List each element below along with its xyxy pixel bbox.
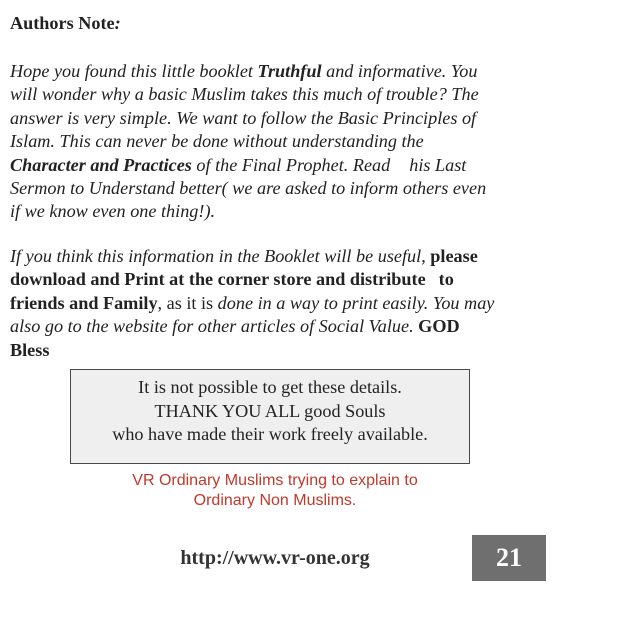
credit-line: VR Ordinary Muslims trying to explain to	[132, 472, 418, 489]
intro-text: and informative. You	[321, 61, 478, 81]
authors-note-heading	[10, 12, 630, 35]
intro-text: his Last	[409, 154, 467, 175]
page-number-badge: 21	[472, 535, 546, 581]
please-emphasis: please	[430, 246, 478, 266]
intro-text: of the Final Prophet. Read	[191, 154, 391, 175]
distribution-text: ,	[421, 246, 431, 266]
intro-line: Sermon to Understand better( we are asked to inform others even	[10, 178, 487, 199]
intro-paragraph	[10, 60, 630, 224]
heading-text: Authors Note	[10, 13, 115, 33]
distribution-paragraph	[10, 245, 630, 362]
friends-family-emphasis: friends and Family	[10, 292, 158, 313]
distribution-line	[10, 268, 630, 291]
print-instruction: download and Print at the corner store and distribute	[10, 269, 426, 290]
intro-line: Islam. This can never be done without understanding the	[10, 131, 424, 152]
intro-line: answer is very simple. We want to follow the Basic Principles of	[10, 107, 477, 128]
intro-line	[10, 154, 630, 177]
character-practices-emphasis: Character and Practices	[10, 154, 192, 175]
notice-line: who have made their work freely available.	[112, 424, 428, 444]
distribution-text: also go to the website for other articles of Social Value.	[10, 316, 414, 337]
credit-line: Ordinary Non Muslims.	[193, 492, 357, 509]
notice-box	[70, 369, 470, 464]
intro-text: Hope you found this little booklet	[10, 61, 258, 81]
distribution-line: Bless	[10, 339, 50, 360]
distribution-text: , as it is	[157, 292, 218, 313]
intro-line: if we know even one thing!).	[10, 201, 216, 222]
distribution-line	[10, 315, 630, 338]
truthful-emphasis: Truthful	[257, 61, 322, 81]
credit-text	[90, 471, 460, 511]
distribution-text: done in a way to print easily. You may	[217, 292, 495, 313]
god-bless-emphasis: GOD	[413, 316, 460, 337]
distribution-line	[10, 292, 630, 315]
intro-line	[10, 60, 630, 83]
notice-line: THANK YOU ALL good Souls	[154, 400, 386, 421]
distribution-text: If you think this information in the Booklet will be useful	[10, 246, 422, 266]
intro-line: will wonder why a basic Muslim takes this much of trouble? The	[10, 84, 479, 105]
print-instruction: to	[438, 269, 454, 290]
website-link[interactable]: http://www.vr-one.org	[180, 547, 370, 569]
heading-colon: :	[114, 13, 121, 33]
distribution-line	[10, 245, 630, 268]
notice-line: It is not possible to get these details.	[138, 377, 402, 397]
